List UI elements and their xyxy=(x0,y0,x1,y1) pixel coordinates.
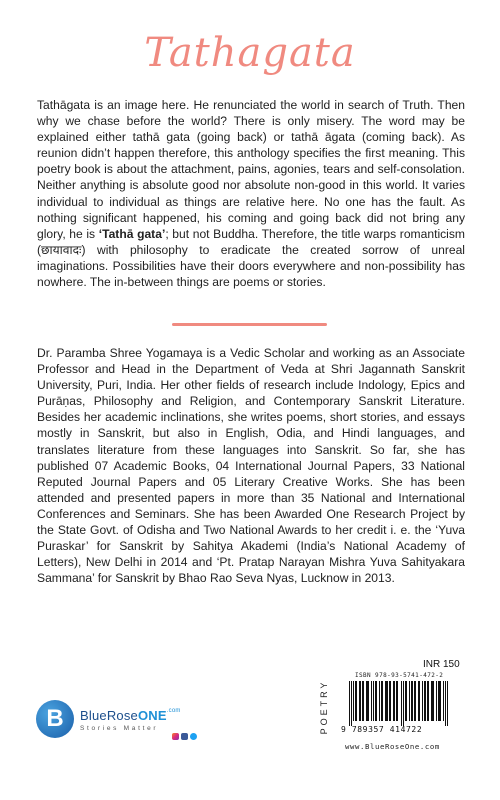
synopsis-emphasis: ‘Tathā gata’ xyxy=(98,226,166,241)
publisher-name xyxy=(80,708,181,723)
publisher-tagline: Stories Matter xyxy=(80,725,159,732)
book-synopsis xyxy=(37,97,465,290)
price-label: INR 150 xyxy=(423,659,460,670)
barcode xyxy=(341,672,464,740)
author-bio: Dr. Paramba Shree Yogamaya is a Vedic Scholar and working as an Associate Professor and Head in the Department of Veda at Shri Jagannath Sanskrit University, Puri, India. Her other fields of research include Indology, Epics and Purāṇas, Philosophy and Religion, and Contemporary Sanskrit Literature. Besides her academic inclinations, she writes poems, short stories, and essays mostly in Sanskrit, but also in English, Odia, and Hindi languages, and translates literature from these languages into Sanskrit. So far, she has published 07 Academic Books, 04 International Journal Papers, 33 National Reputed Journal Papers and 05 Literary Creative Works. She has been attended and presented papers in more than 35 National and International Conferences and Seminars. She has been Awarded One Research Project by the State Govt. of Odisha and Two National Awards to her credit i. e. the ‘Yuva Puraskar’ for Sanskrit by Sahitya Akademi (India’s National Academy of Letters), New Delhi in 2014 and ‘Pt. Pratap Narayan Mishra Yuva Sahityakara Sammana’ for Sanskrit by Bhao Rao Seva Nyas, Lucknow in 2013. xyxy=(37,346,465,586)
synopsis-text-2: ; but not Buddha. Therefore, the title warps romanticism (छायावादः) with philosophy to eradicate the created sorrow of unreal imaginations. Possibilities have their doors everywhere and non-possibility has nowhere. The in-between things are poems or stories. xyxy=(37,226,465,290)
social-icons xyxy=(172,733,197,740)
facebook-icon[interactable] xyxy=(181,733,188,740)
publisher-name-suffix: .com xyxy=(166,708,181,714)
synopsis-text-1: Tathāgata is an image here. He renunciated the world in search of Truth. Then why we chase before the world? There is only misery. The word may be explained either tathā gata (going back) or tathā āgata (coming back). As reunion didn’t happen therefore, this anthology specifies the first meaning. This poetry book is about the attachment, pains, agonies, tears and self-consolation. Neither anything is absolute good nor absolute non-good in this world. It varies individual to individual as things are relative here. No one has the fault. As nothing significant happened, his coming and going back did not bring any glory, he is xyxy=(37,98,465,241)
publisher-logo-icon xyxy=(36,700,74,738)
logo-letter: B xyxy=(46,705,64,732)
publisher-website: www.BlueRoseOne.com xyxy=(345,742,440,751)
book-title: Tathagata xyxy=(144,30,356,76)
barcode-bars xyxy=(349,681,461,726)
genre-label: POETRY xyxy=(319,679,329,735)
section-divider xyxy=(172,323,327,326)
publisher-name-part1: BlueRose xyxy=(80,708,138,723)
instagram-icon[interactable] xyxy=(172,733,179,740)
twitter-icon[interactable] xyxy=(190,733,197,740)
isbn-number: 9 789357 414722 xyxy=(341,725,423,734)
isbn-text: ISBN 978-93-5741-472-2 xyxy=(355,672,444,679)
publisher-name-part2: ONE xyxy=(137,708,167,723)
